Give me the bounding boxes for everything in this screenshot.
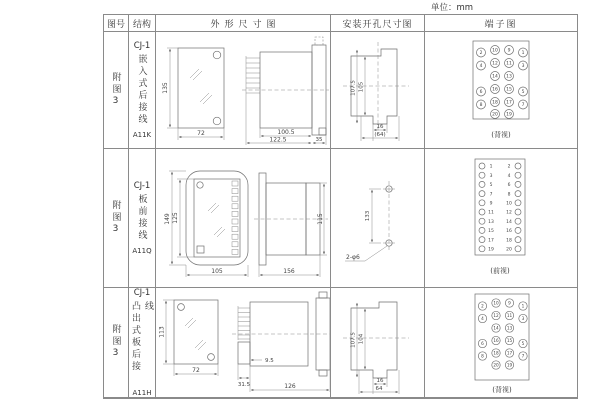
side-view — [232, 292, 331, 392]
structure-row2 — [129, 149, 156, 288]
dim-outer-h: 107.5 — [350, 80, 357, 96]
dim-side-h: 115 — [317, 213, 324, 225]
dim-inner-h: 125 — [172, 212, 179, 224]
svg-text:6: 6 — [507, 183, 511, 189]
svg-text:13: 13 — [488, 219, 494, 225]
svg-text:10: 10 — [493, 300, 499, 306]
svg-text:18: 18 — [492, 100, 498, 106]
svg-text:2: 2 — [479, 51, 483, 57]
hatch-mark — [185, 318, 196, 328]
screw-icon — [178, 304, 185, 311]
install-drawing-a11q — [331, 149, 425, 288]
outline-drawing-a11k — [156, 32, 331, 149]
svg-text:8: 8 — [479, 103, 483, 109]
fig-no-row2 — [104, 149, 129, 288]
structure-code: A11Q — [132, 247, 152, 255]
front-view — [162, 48, 224, 140]
dim-offset: 31.5 — [237, 382, 251, 388]
svg-text:20: 20 — [493, 362, 499, 368]
svg-text:3: 3 — [521, 316, 525, 322]
screw-icon — [213, 51, 221, 59]
install-drawing-a11h — [331, 288, 425, 398]
terminal-diagram-a11q — [425, 149, 577, 288]
dim-height: 135 — [162, 82, 169, 94]
svg-text:8: 8 — [481, 353, 484, 359]
svg-text:8: 8 — [507, 192, 511, 198]
svg-text:15: 15 — [506, 87, 512, 93]
svg-text:7: 7 — [521, 103, 525, 109]
fig-no-row1 — [104, 32, 129, 149]
dim-depth: 156 — [283, 268, 295, 275]
header-fig-no: 图号 — [104, 15, 129, 32]
structure-row3 — [129, 288, 156, 398]
structure-code: A11H — [132, 389, 152, 397]
view-label: (背视) — [491, 131, 511, 139]
svg-text:16: 16 — [506, 229, 512, 235]
svg-text:17: 17 — [506, 100, 512, 106]
screw-icon — [197, 182, 203, 188]
dim-width: 64 — [375, 386, 383, 392]
svg-text:6: 6 — [479, 90, 483, 96]
svg-text:12: 12 — [506, 210, 512, 216]
header-terminal: 端子图 — [425, 15, 577, 32]
svg-text:18: 18 — [506, 238, 512, 244]
svg-text:18: 18 — [493, 350, 499, 356]
dim-flange: 35 — [315, 137, 323, 143]
structure-row1 — [129, 32, 156, 149]
dim-depth2: 122.5 — [269, 136, 287, 144]
terminal-diagram-a11k — [425, 32, 577, 149]
svg-text:3: 3 — [521, 64, 525, 70]
svg-text:12: 12 — [493, 313, 499, 319]
structure-type: 嵌入式后接线 — [136, 54, 147, 126]
svg-text:4: 4 — [481, 316, 484, 322]
fig-no-text: 附图3 — [110, 324, 121, 361]
dim-inner-h: 105 — [358, 81, 365, 93]
dim-height: 113 — [158, 326, 166, 338]
structure-type: 板前接线 — [136, 194, 147, 242]
dim-pitch: 133 — [365, 210, 371, 222]
svg-text:9: 9 — [507, 48, 511, 54]
view-label: (背视) — [492, 386, 512, 394]
svg-text:17: 17 — [488, 238, 494, 244]
svg-text:11: 11 — [506, 61, 512, 67]
screw-icon — [208, 354, 215, 361]
dim-depth: 126 — [284, 383, 296, 390]
unit-label: 单位：mm — [431, 3, 474, 13]
dim-width: 72 — [192, 367, 200, 374]
structure-code: A11K — [132, 131, 152, 139]
svg-text:17: 17 — [506, 350, 513, 356]
svg-text:6: 6 — [481, 341, 484, 347]
svg-text:14: 14 — [506, 219, 512, 225]
outline-drawing-a11h — [156, 288, 331, 398]
svg-text:2: 2 — [507, 164, 511, 170]
terminal-strip — [232, 181, 238, 254]
svg-text:11: 11 — [506, 313, 513, 319]
fig-no-row3 — [104, 288, 129, 398]
dim-width: 105 — [211, 268, 223, 275]
terminal-grid — [477, 46, 528, 119]
dim-pin: 9.5 — [265, 358, 274, 364]
hatch-mark — [214, 227, 225, 237]
svg-text:7: 7 — [489, 192, 493, 198]
svg-text:5: 5 — [489, 183, 493, 189]
header-install: 安装开孔尺寸图 — [331, 15, 425, 32]
svg-text:16: 16 — [492, 87, 498, 93]
svg-text:2: 2 — [481, 303, 484, 309]
side-view — [254, 173, 328, 277]
svg-text:13: 13 — [506, 74, 512, 80]
svg-text:16: 16 — [493, 338, 499, 344]
svg-text:5: 5 — [521, 341, 525, 347]
fig-no-text: 附图3 — [110, 199, 121, 237]
front-view — [164, 171, 248, 277]
terminal-grid — [478, 299, 527, 369]
svg-text:1: 1 — [489, 164, 493, 170]
view-label: (前视) — [490, 267, 510, 275]
screw-icon — [213, 117, 221, 125]
terminal-columns — [479, 163, 521, 253]
hatch-mark — [195, 340, 206, 350]
dimension-table — [103, 14, 578, 399]
header-structure: 结构 — [129, 15, 156, 32]
dim-slot: 16 — [376, 378, 384, 384]
screw-icon — [197, 246, 204, 253]
dim-inner-h: 104 — [358, 333, 365, 345]
hatch-mark — [190, 69, 202, 80]
svg-text:15: 15 — [488, 229, 494, 235]
svg-text:11: 11 — [488, 210, 494, 216]
svg-text:9: 9 — [489, 201, 493, 207]
svg-text:1: 1 — [521, 303, 525, 309]
svg-text:10: 10 — [506, 201, 512, 207]
svg-text:7: 7 — [521, 353, 525, 359]
structure-model: CJ-1 — [133, 288, 151, 298]
hole-callout: 2-φ6 — [346, 254, 360, 261]
fig-no-text: 附图3 — [110, 71, 121, 109]
front-view — [159, 300, 219, 376]
svg-text:4: 4 — [507, 173, 511, 179]
terminal-fins — [246, 56, 260, 95]
hatch-mark — [200, 93, 212, 104]
svg-text:10: 10 — [492, 48, 498, 54]
svg-text:13: 13 — [506, 325, 513, 331]
outline-drawing-a11q — [156, 149, 331, 288]
dim-depth1: 100.5 — [277, 129, 295, 136]
svg-text:12: 12 — [492, 61, 498, 67]
svg-text:19: 19 — [506, 112, 512, 118]
structure-model: CJ-1 — [133, 181, 151, 191]
svg-text:1: 1 — [521, 51, 525, 57]
dim-width: (64) — [374, 132, 386, 138]
svg-text:14: 14 — [493, 325, 499, 331]
structure-model: CJ-1 — [133, 41, 151, 51]
svg-text:15: 15 — [506, 338, 513, 344]
svg-text:9: 9 — [508, 300, 511, 306]
install-drawing-a11k — [331, 32, 425, 149]
svg-text:19: 19 — [506, 362, 513, 368]
svg-text:5: 5 — [521, 90, 525, 96]
svg-text:3: 3 — [489, 173, 493, 179]
svg-text:20: 20 — [492, 112, 498, 118]
side-view — [242, 37, 329, 145]
hatch-mark — [208, 203, 219, 213]
structure-type: 凸出式板后接线 — [130, 301, 153, 373]
terminal-diagram-a11h — [425, 288, 577, 398]
svg-text:4: 4 — [479, 64, 483, 70]
svg-text:20: 20 — [506, 247, 512, 253]
dim-outer-h: 107.5 — [350, 332, 357, 348]
svg-text:14: 14 — [492, 74, 498, 80]
header-outline: 外形尺寸图 — [156, 15, 331, 32]
dim-width: 72 — [197, 130, 205, 137]
dim-outer-h: 149 — [164, 213, 171, 225]
dim-slot: 16 — [376, 124, 384, 130]
terminal-fins — [238, 306, 250, 340]
svg-text:19: 19 — [488, 247, 494, 253]
